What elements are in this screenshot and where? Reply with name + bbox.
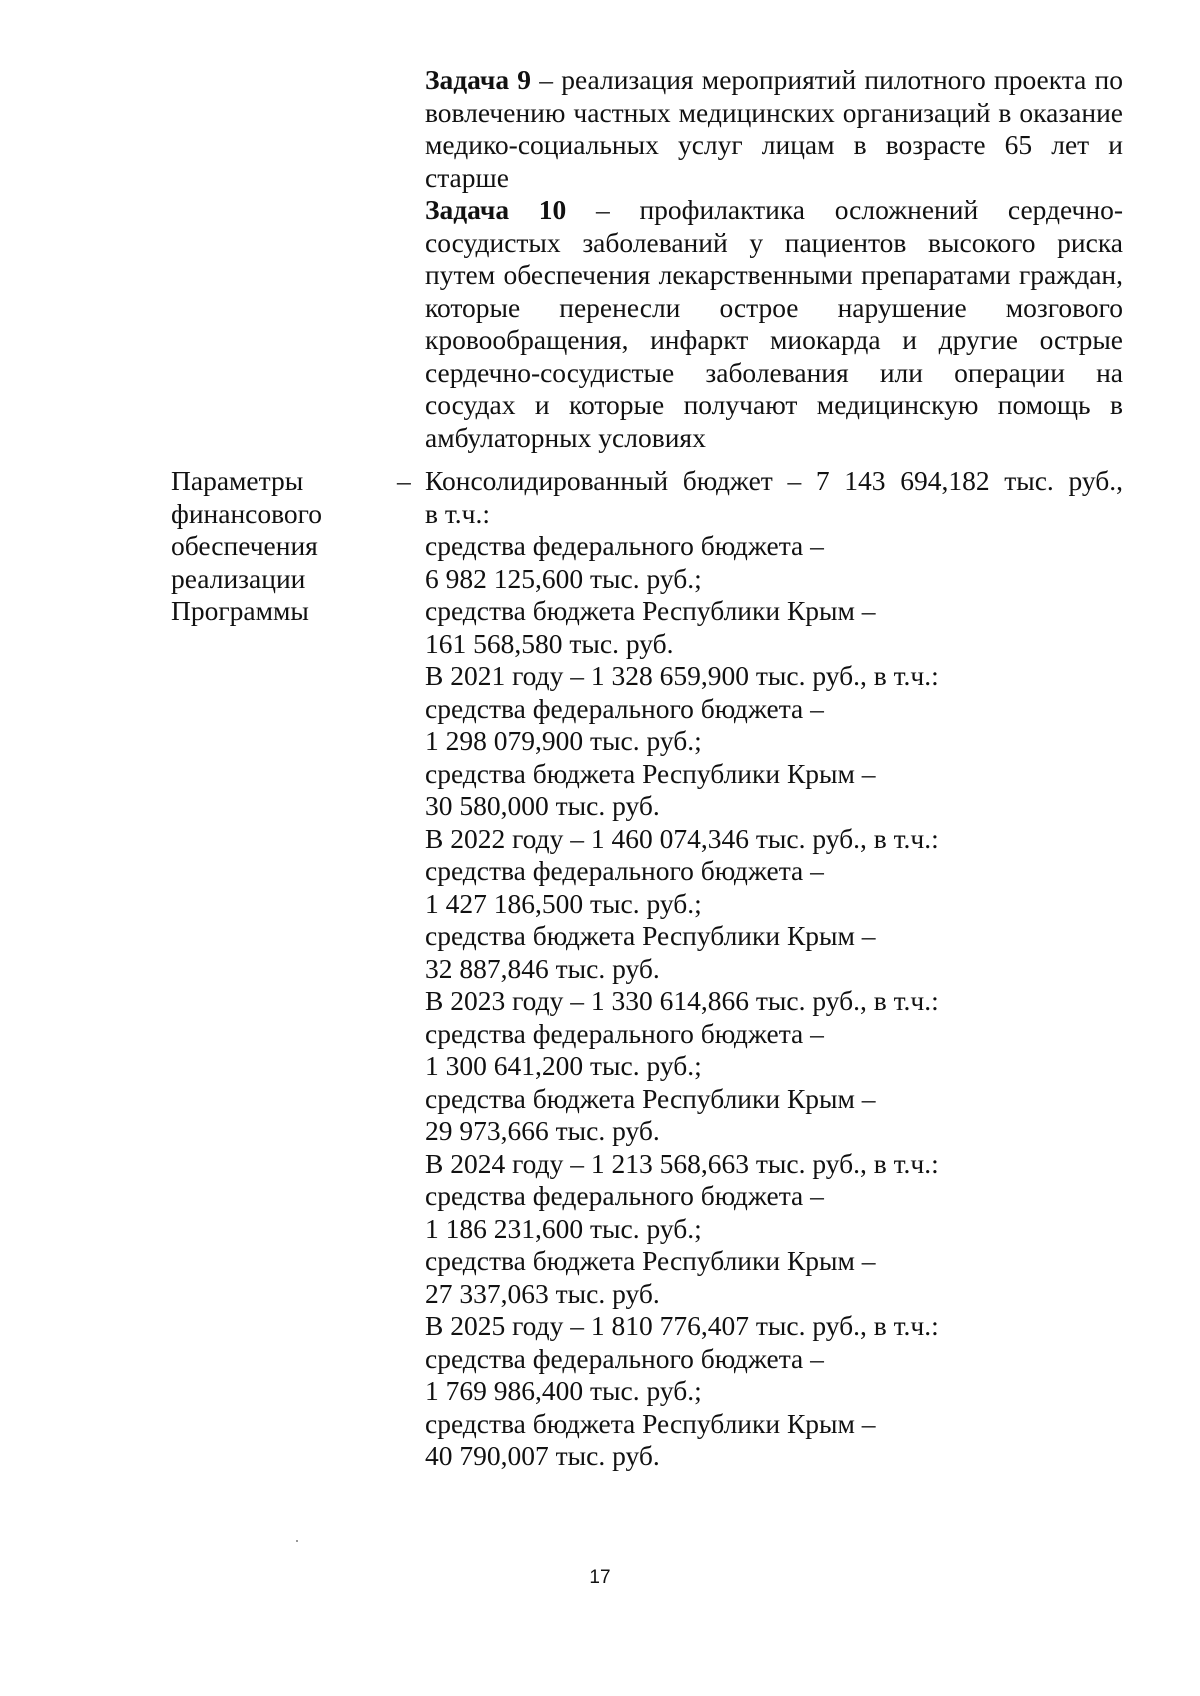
finance-line: средства бюджета Республики Крым – <box>425 1407 876 1439</box>
finance-line: 27 337,063 тыс. руб. <box>425 1277 660 1309</box>
task-9-label: Задача 9 <box>425 64 532 95</box>
finance-line: в т.ч.: <box>425 497 491 529</box>
finance-line: средства бюджета Республики Крым – <box>425 595 876 626</box>
finance-line: 161 568,580 тыс. руб. <box>425 627 674 659</box>
task-10-label: Задача 10 <box>425 194 567 225</box>
finance-year-line: В 2022 году – 1 460 074,346 тыс. руб., в т.ч.: <box>425 822 939 854</box>
finance-line: 1 427 186,500 тыс. руб.; <box>425 887 702 919</box>
finance-line: 1 300 641,200 тыс. руб.; <box>425 1050 702 1081</box>
section-label-line: Параметры <box>171 465 304 496</box>
finance-line: средства федерального бюджета – <box>425 1180 824 1211</box>
finance-line: средства бюджета Республики Крым – <box>425 920 876 951</box>
finance-line: 1 298 079,900 тыс. руб.; <box>425 725 702 756</box>
section-label <box>171 465 391 628</box>
finance-line: средства федерального бюджета – <box>425 1017 824 1049</box>
section-label-line: обеспечения <box>171 530 318 561</box>
task-9-text: – реализация мероприятий пилотного проекта по вовлечению частных медицинских организаций в оказание медико-социальных услуг лицам в возрасте 65 лет и старше <box>425 64 1123 193</box>
finance-line: средства федерального бюджета – <box>425 855 824 886</box>
finance-line: 40 790,007 тыс. руб. <box>425 1440 660 1471</box>
task-10-paragraph <box>425 194 1123 454</box>
finance-line: средства федерального бюджета – <box>425 692 824 724</box>
task-10-text: – профилактика осложнений сердечно-сосудистых заболеваний у пациентов высокого риска путем обеспечения лекарственными препаратами граждан, которые перенесли острое нарушение мозгового кровообращения, инфаркт миокарда и другие острые сердечно-сосудистые заболевания или операции на сосудах и которые получают медицинскую помощь в амбулаторных условиях <box>425 194 1124 453</box>
finance-line: 6 982 125,600 тыс. руб.; <box>425 562 702 594</box>
finance-year-line: В 2021 году – 1 328 659,900 тыс. руб., в т.ч.: <box>425 660 939 691</box>
finance-line: средства бюджета Республики Крым – <box>425 1082 876 1114</box>
finance-total-line: Консолидированный бюджет – 7 143 694,182 тыс. руб., <box>425 465 1123 496</box>
finance-year-line: В 2025 году – 1 810 776,407 тыс. руб., в т.ч.: <box>425 1310 939 1341</box>
task-9-paragraph <box>425 64 1123 194</box>
section-label-line: финансового <box>171 497 323 529</box>
scan-speck <box>296 1540 298 1542</box>
finance-year-line: В 2023 году – 1 330 614,866 тыс. руб., в т.ч.: <box>425 985 939 1016</box>
finance-line: средства бюджета Республики Крым – <box>425 757 876 789</box>
finance-block <box>425 465 1123 1473</box>
finance-line: 32 887,846 тыс. руб. <box>425 952 660 984</box>
finance-line: средства бюджета Республики Крым – <box>425 1245 876 1276</box>
finance-line: средства федерального бюджета – <box>425 1342 824 1374</box>
finance-line: 1 186 231,600 тыс. руб.; <box>425 1212 702 1244</box>
finance-year-line: В 2024 году – 1 213 568,663 тыс. руб., в т.ч.: <box>425 1147 939 1179</box>
finance-line: 30 580,000 тыс. руб. <box>425 790 660 821</box>
finance-line: 1 769 986,400 тыс. руб.; <box>425 1375 702 1406</box>
finance-line: 29 973,666 тыс. руб. <box>425 1115 660 1146</box>
separator-dash: – <box>397 465 411 496</box>
section-label-line: Программы <box>171 595 309 626</box>
tasks-block <box>425 64 1123 454</box>
finance-line: средства федерального бюджета – <box>425 530 824 561</box>
section-label-line: реализации <box>171 562 306 594</box>
page-number: 17 <box>589 1567 611 1588</box>
